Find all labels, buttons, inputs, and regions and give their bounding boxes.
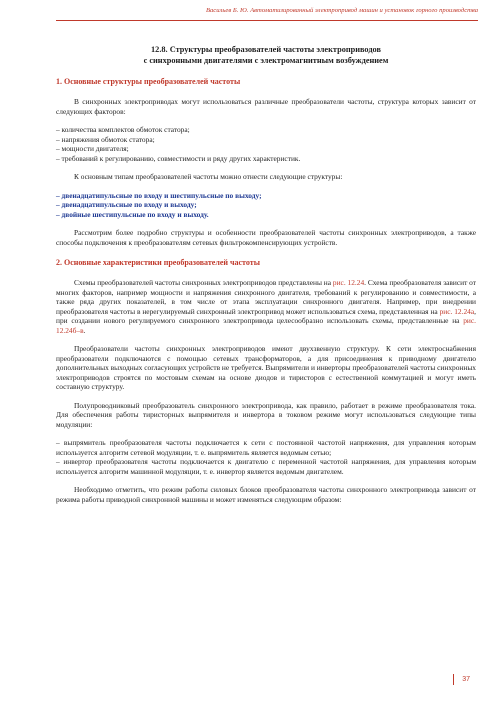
- paragraph-2: К основным типам преобразователей частоты можно отнести следующие структуры:: [74, 172, 343, 181]
- modulation-list: [56, 438, 476, 476]
- text-run: . Схема преобразователя зависит от многих факторов, например мощности и напряжения синхронного двигателя, требований к регулированию и совместимости, а также ряда других показателей, в том числе от этапа эксплуатации синхронного двигателя. Например, при внедрении преобразователя частоты в нерегулируемый синхронный электропривод может использоваться схема, представленная на: [56, 278, 476, 316]
- page-number: 37: [453, 674, 478, 685]
- paragraph-7: Необходимо отметить, что режим работы силовых блоков преобразователя частоты синхронного электропривода зависит от режима работы приводной синхронной машины и может изменяться следующим образом:: [56, 485, 476, 504]
- page-content: [56, 44, 476, 513]
- title-line-2: с синхронными двигателями с электромагнитным возбуждением: [143, 56, 389, 65]
- paragraph-3: Рассмотрим более подробно структуры и особенности преобразователей частоты синхронных электроприводов, а также способы подключения к преобразователям сетевых фильтрокомпенсирующих устройств.: [56, 228, 476, 247]
- text-run: .: [83, 325, 86, 335]
- paragraph-5: Преобразователи частоты синхронных электроприводов имеют двухзвенную структуру. К сети электроснабжения преобразователи подключаются с помощью сетевых трансформаторов, а для присоединения к приводному двигателю дополнительных выходных согласующих устройств не требуется. Выпрямители и инверторы преобразователей частоты синхронных электроприводов строятся по мостовым схемам на основе диодов и тиристоров с естественной коммутацией и могут иметь составную структуру.: [56, 344, 476, 391]
- paragraph-4: [56, 278, 476, 335]
- figure-link[interactable]: рис. 12.24б–в: [56, 316, 476, 335]
- figure-link[interactable]: рис. 12.24а: [439, 306, 475, 316]
- paragraph-6: Полупроводниковый преобразователь синхронного электропривода, как правило, работает в режиме преобразователя тока. Для обеспечения работы тиристорных выпрямителя и инвертора в токовом режиме могут использоваться следующие типы модуляции:: [56, 400, 476, 429]
- list-item: – двенадцатипульсные по входу и шестипульсные по выходу;: [56, 190, 262, 200]
- list-item: – мощности двигателя;: [56, 144, 129, 153]
- figure-link[interactable]: рис. 12.24: [332, 278, 365, 287]
- text-run: Схемы преобразователей частоты синхронных электроприводов представлены на: [74, 278, 333, 287]
- section-title: [56, 44, 476, 66]
- title-line-1: 12.8. Структуры преобразователей частоты электроприводов: [151, 45, 381, 54]
- factors-list: [56, 125, 476, 163]
- list-item: – инвертор преобразователя частоты подключается к двигателю с переменной частотой напряжения, для управления которым используется алгоритм машинной модуляции, т. е. инвертор является ведомым двигателем.: [56, 457, 476, 476]
- list-item: – напряжения обмоток статора;: [56, 134, 155, 144]
- subsection-heading-1: 1. Основные структуры преобразователей частоты: [56, 77, 241, 86]
- subsection-heading-2: 2. Основные характеристики преобразователей частоты: [56, 258, 260, 267]
- list-item: – двенадцатипульсные по входу и выходу;: [56, 200, 197, 209]
- list-item: – двойные шестипульсные по входу и выходу.: [56, 209, 209, 219]
- running-header: Васильев Б. Ю. Автоматизированный электропривод машин и установок горного производства: [56, 4, 478, 21]
- list-item: – количества комплектов обмоток статора;: [56, 125, 190, 134]
- text-run: , при создании нового регулируемого синхронного электропривода целесообразно использовать схемы, представленные на: [56, 306, 476, 325]
- list-item: – выпрямитель преобразователя частоты подключается к сети с постоянной частотой напряжения, для управления которым используется алгоритм сетевой модуляции, т. е. выпрямитель является ведомым сетью;: [56, 438, 476, 457]
- paragraph-1: В синхронных электроприводах могут использоваться различные преобразователи частоты, структура которых зависит от следующих факторов:: [56, 97, 476, 116]
- structure-types-list: [56, 191, 476, 220]
- list-item: – требований к регулированию, совместимости и ряду других характеристик.: [56, 153, 301, 163]
